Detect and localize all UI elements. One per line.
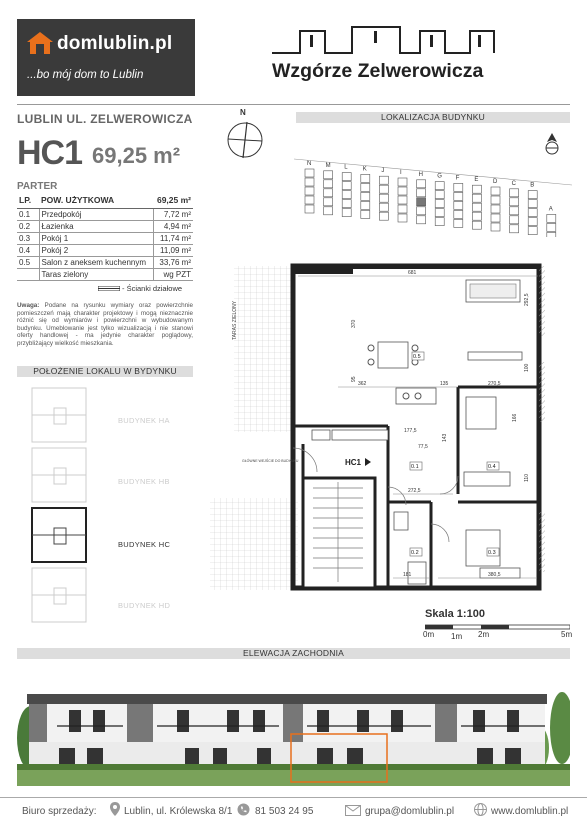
sales-office-label: Biuro sprzedaży: — [22, 806, 97, 817]
phone-number[interactable]: 81 503 24 95 — [255, 806, 314, 817]
unit-code: HC1 — [17, 134, 83, 172]
room-area: 11,09 m² — [153, 245, 193, 257]
elevation-section-title: ELEWACJA ZACHODNIA — [242, 648, 345, 658]
site-building-j — [379, 168, 388, 220]
location-pin-icon — [110, 802, 120, 816]
room-area: 33,76 m² — [153, 257, 193, 269]
dim-135: 135 — [440, 381, 449, 387]
floor-plan — [208, 262, 564, 597]
header-divider — [17, 104, 570, 105]
site-letter: A — [548, 206, 553, 213]
north-arrow-icon — [543, 133, 561, 157]
room-no: 0.5 — [17, 257, 39, 269]
unit-area: 69,25 m² — [92, 143, 181, 168]
unit-address: LUBLIN UL. ZELWEROWICZA — [17, 112, 193, 126]
room-tag-01: 0.1 — [411, 464, 419, 470]
wall-legend-swatch — [98, 286, 120, 291]
site-letter: C — [511, 180, 516, 187]
room-tag-03: 0.3 — [488, 550, 496, 556]
logo-tagline: ...bo mój dom to Lublin — [27, 69, 144, 81]
project-skyline-icon — [270, 25, 500, 57]
strip-building — [32, 508, 86, 562]
location-section-title: LOKALIZACJA BUDYNKU — [381, 112, 485, 122]
site-building-c — [510, 181, 519, 233]
dim-272-5: 272,5 — [408, 488, 421, 494]
room-tag-04: 0.4 — [488, 464, 496, 470]
site-letter: H — [418, 171, 423, 178]
room-name: Łazienka — [39, 221, 153, 233]
position-section-title: POŁOŻENIE LOKALU W BYDYNKU — [33, 366, 177, 376]
dim-110: 110 — [524, 474, 530, 482]
scale-tick-0m: 0m — [423, 630, 435, 639]
wall-legend: - Ścianki działowe — [122, 284, 183, 293]
site-building-k — [361, 166, 370, 218]
site-building-m — [324, 163, 333, 215]
site-building-d — [491, 179, 500, 231]
col-area: 69,25 m² — [153, 193, 193, 209]
note-text: Podane na rysunku wymiary oraz powierzchnie pomieszczeń mają charakter projektowy i mogą nieznacznie różnić się od wymiarów i powierzchni w wybudowanym budynku. Umeblowanie jest tylko wizualizacją i nie stanowi oferty handlowej - ma jedynie charakter poglądowy, przybliżający wielkość mieszkania. — [17, 302, 193, 347]
dim-143: 143 — [442, 433, 448, 442]
room-name: Taras zielony — [39, 269, 153, 281]
dim-181: 181 — [403, 572, 412, 578]
terrace-label: TARAS ZIELONY — [232, 300, 238, 340]
building-label-hc: BUDYNEK HC — [118, 540, 171, 549]
logo-text: domlublin.pl — [57, 33, 173, 54]
table-row — [17, 209, 193, 221]
floor-label: PARTER — [17, 181, 58, 192]
footer-divider — [0, 797, 587, 798]
site-building-a — [547, 206, 556, 237]
table-row — [17, 257, 193, 269]
rooms-table — [17, 193, 193, 281]
site-building-l — [342, 165, 351, 217]
table-row — [17, 269, 193, 281]
site-building-n — [305, 161, 314, 213]
website-link[interactable]: www.domlublin.pl — [491, 806, 569, 817]
scale-title: Skala 1:100 — [425, 608, 485, 620]
site-building-h — [417, 172, 426, 224]
site-letter: K — [362, 166, 367, 173]
site-letter: L — [344, 164, 348, 171]
dim-270-5: 270,5 — [488, 381, 501, 387]
house-logo-icon — [26, 31, 54, 55]
site-plan — [290, 155, 572, 237]
room-name: Salon z aneksem kuchennym — [39, 257, 153, 269]
table-row — [17, 233, 193, 245]
logo-box[interactable] — [17, 19, 195, 96]
envelope-icon — [345, 805, 361, 816]
globe-icon — [474, 803, 487, 816]
room-area: wg PZT — [153, 269, 193, 281]
note-label: Uwaga: — [17, 302, 40, 309]
dim-95: 95 — [351, 376, 357, 382]
scale-tick-1m: 1m — [451, 632, 463, 641]
dim-681: 681 — [408, 270, 417, 276]
strip-building — [32, 388, 86, 442]
table-row — [17, 245, 193, 257]
site-letter: G — [437, 173, 442, 180]
room-name: Pokój 2 — [39, 245, 153, 257]
strip-building — [32, 448, 86, 502]
room-no: 0.1 — [17, 209, 39, 221]
room-tag-02: 0.2 — [411, 550, 419, 556]
site-letter: I — [400, 170, 402, 176]
site-building-g — [435, 174, 444, 226]
dim-77-5: 77,5 — [418, 444, 428, 450]
site-letter: J — [381, 168, 385, 175]
compass-icon — [225, 120, 265, 160]
building-position-diagram — [26, 384, 96, 624]
site-letter: N — [307, 161, 312, 167]
room-name: Przedpokój — [39, 209, 153, 221]
dim-362: 362 — [358, 381, 367, 387]
site-building-b — [528, 183, 537, 235]
table-row — [17, 221, 193, 233]
site-letter: F — [455, 175, 460, 182]
col-name: POW. UŻYTKOWA — [39, 193, 153, 209]
room-no: 0.4 — [17, 245, 39, 257]
site-building-e — [472, 177, 481, 229]
site-letter: B — [530, 182, 535, 189]
room-no: 0.2 — [17, 221, 39, 233]
building-label-hd: BUDYNEK HD — [118, 601, 171, 610]
strip-building — [32, 568, 86, 622]
sales-address: Lublin, ul. Królewska 8/1 — [124, 806, 233, 817]
scale-tick-5m: 5m — [561, 630, 573, 639]
hc1-plan-label: HC1 — [345, 458, 362, 467]
terrace-area — [234, 266, 293, 432]
email-link[interactable]: grupa@domlublin.pl — [365, 806, 455, 817]
dim-370: 370 — [351, 319, 357, 328]
entrance-note: GŁÓWNE WEJŚCIE DO BUDYNKU — [242, 459, 299, 463]
dim-380-5: 380,5 — [488, 572, 501, 578]
site-building-i — [398, 170, 407, 222]
scale-tick-2m: 2m — [478, 630, 490, 639]
room-area: 11,74 m² — [153, 233, 193, 245]
site-building-f — [454, 175, 463, 227]
col-lp: LP. — [17, 193, 39, 209]
disclaimer-note — [17, 302, 193, 348]
dim-100: 100 — [524, 363, 530, 372]
room-name: Pokój 1 — [39, 233, 153, 245]
compass — [223, 108, 267, 168]
room-area: 4,94 m² — [153, 221, 193, 233]
scale-bar — [425, 622, 570, 632]
dim-166: 166 — [512, 413, 518, 422]
room-tag-05: 0.5 — [413, 354, 421, 360]
room-no: 0.3 — [17, 233, 39, 245]
room-no — [17, 269, 39, 281]
dim-292-5: 292,5 — [524, 293, 530, 306]
room-area: 7,72 m² — [153, 209, 193, 221]
compass-north-label: N — [240, 108, 246, 117]
dim-177-5: 177,5 — [404, 428, 417, 434]
site-letter: M — [325, 162, 331, 169]
project-title: Wzgórze Zelwerowicza — [272, 60, 484, 82]
building-label-ha: BUDYNEK HA — [118, 416, 170, 425]
staircase — [303, 478, 375, 588]
site-letter: E — [474, 177, 479, 184]
phone-icon — [237, 803, 250, 816]
west-elevation-render — [17, 668, 570, 786]
building-label-hb: BUDYNEK HB — [118, 477, 170, 486]
site-letter: D — [493, 179, 498, 185]
